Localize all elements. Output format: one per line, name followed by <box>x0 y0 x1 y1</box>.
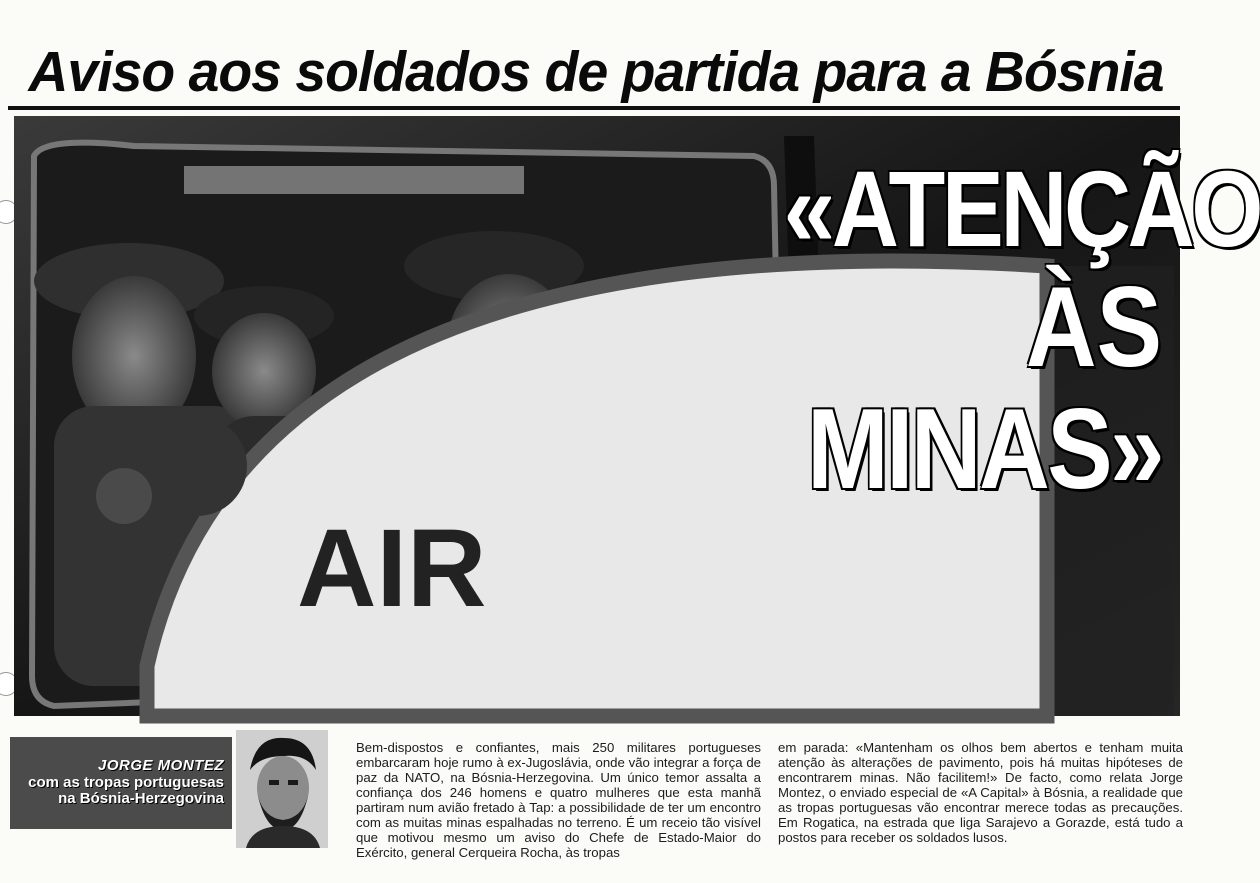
author-portrait-image <box>236 730 328 848</box>
byline-box <box>10 737 232 829</box>
news-photo <box>14 116 1260 716</box>
headline-rule <box>8 106 1180 110</box>
photo-title-line3: MINAS» <box>807 386 1162 514</box>
photo-title-line2: ÀS <box>1025 264 1162 392</box>
airline-logo-text: AIR <box>297 507 487 630</box>
byline-desc-line1: com as tropas portuguesas <box>28 773 224 791</box>
article-column-1: Bem-dispostos e confiantes, mais 250 militares portugueses embarcaram hoje rumo à ex-Jugoslávia, onde vão integrar a força de paz da NATO, na Bósnia-Herzegovina. Um único temor assalta a confiança dos 246 homens e quatro mulheres que esta manhã partiram num avião fretado à Tap: a possibilidade de ter um encontro com as muitas minas espalhadas no terreno. É um receio tão visível que motivou mesmo um aviso do Chefe de Estado-Maior do Exército, general Cerqueira Rocha, às tropas <box>356 740 761 860</box>
headline: Aviso aos soldados de partida para a Bósnia <box>28 40 1164 104</box>
article-column-2: em parada: «Mantenham os olhos bem abertos e tenham muita atenção às alterações de pavimento, pois há muitas hipóteses de encontrarem minas. Não facilitem!» De facto, como relata Jorge Montez, o enviado especial de «A Capital» à Bósnia, a realidade que as tropas portuguesas vão encontrar merece todas as precauções. Em Rogatica, na estrada que liga Sarajevo a Gorazde, está tudo a postos para receber os soldados lusos. <box>778 740 1183 845</box>
author-portrait <box>236 730 328 848</box>
byline-name: JORGE MONTEZ <box>97 756 224 774</box>
photo-title-line1: «ATENÇÃO <box>783 148 1260 269</box>
photo-title <box>722 148 1260 514</box>
byline-desc-line2: na Bósnia-Herzegovina <box>58 790 224 808</box>
